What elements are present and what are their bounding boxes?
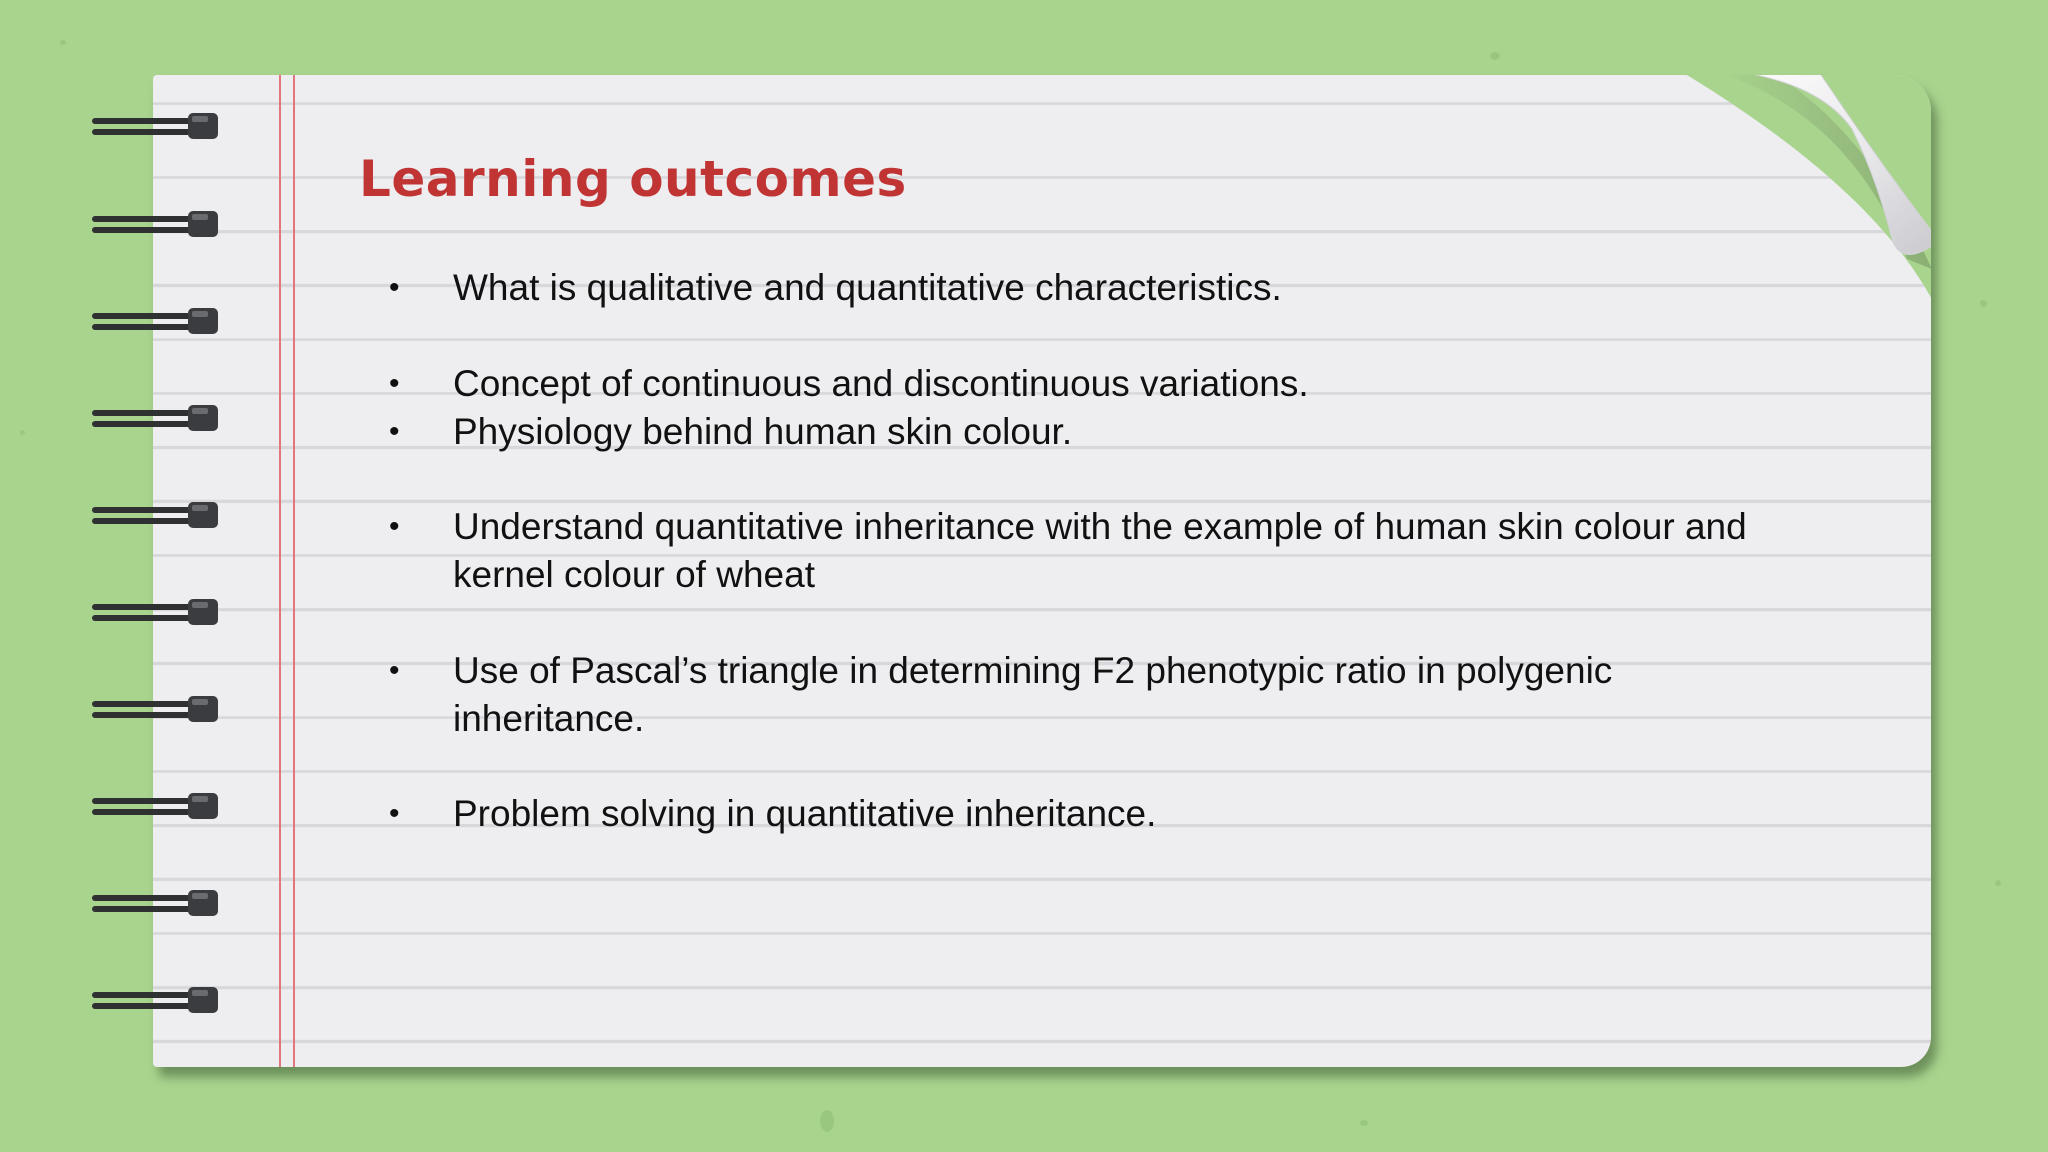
background-speck (820, 1110, 834, 1132)
spiral-ring-icon (92, 793, 222, 821)
spiral-ring-icon (92, 405, 222, 433)
background-speck (1980, 300, 1987, 307)
slide-title: Learning outcomes (359, 150, 907, 208)
bullet-icon: • (389, 415, 400, 448)
list-item (389, 264, 1813, 312)
list-item-text: Concept of continuous and discontinuous variations. (453, 363, 1309, 404)
background-speck (1490, 52, 1500, 60)
list-item-text: Use of Pascal’s triangle in determining F2 phenotypic ratio in polygenic inheritance. (453, 650, 1613, 739)
spiral-ring-icon (92, 599, 222, 627)
spiral-ring-icon (92, 987, 222, 1015)
spiral-ring-icon (92, 502, 222, 530)
bullet-icon: • (389, 654, 400, 687)
background-speck (1995, 880, 2001, 886)
list-item-text: What is qualitative and quantitative characteristics. (453, 267, 1282, 308)
margin-line (293, 75, 295, 1067)
list-item-text: Physiology behind human skin colour. (453, 411, 1073, 452)
spiral-ring-icon (92, 113, 222, 141)
list-item (389, 790, 1813, 838)
background-speck (1360, 1120, 1368, 1126)
list-item (389, 503, 1813, 599)
background-speck (20, 430, 25, 435)
list-item-text: Problem solving in quantitative inheritance. (453, 793, 1157, 834)
list-item (389, 408, 1813, 456)
list-item (389, 647, 1813, 743)
bullet-icon: • (389, 367, 400, 400)
spiral-ring-icon (92, 890, 222, 918)
list-item (389, 360, 1813, 408)
spiral-ring-icon (92, 211, 222, 239)
bullet-icon: • (389, 271, 400, 304)
list-item-text: Understand quantitative inheritance with the example of human skin colour and kernel colour of wheat (453, 506, 1747, 595)
bullet-icon: • (389, 510, 400, 543)
background-speck (60, 40, 66, 45)
spiral-ring-icon (92, 696, 222, 724)
spiral-ring-icon (92, 308, 222, 336)
bullet-icon: • (389, 797, 400, 830)
margin-line (279, 75, 281, 1067)
